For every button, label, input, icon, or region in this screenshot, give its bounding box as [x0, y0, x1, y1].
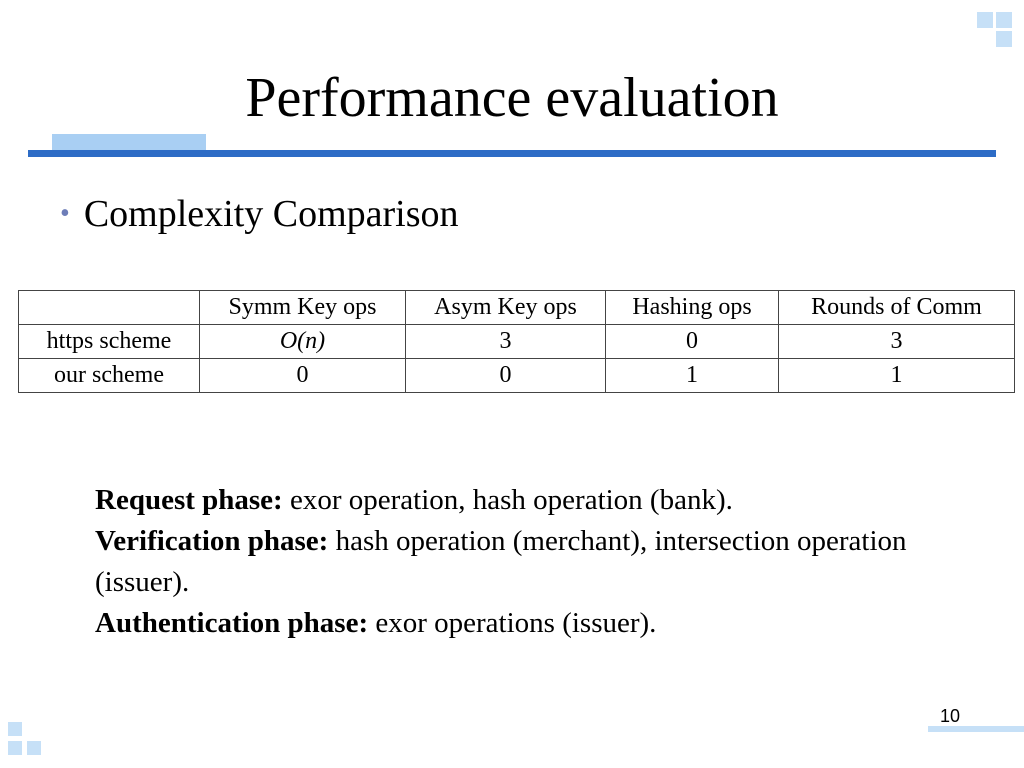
table-cell: 0 [606, 325, 779, 359]
title-accent-bar [52, 134, 206, 151]
title-underline [28, 150, 996, 157]
phase-label: Authentication phase: [95, 607, 369, 639]
slide-title: Performance evaluation [245, 67, 779, 129]
table-header-cell: Rounds of Comm [779, 291, 1015, 325]
decor-square [977, 12, 993, 28]
table-cell: 1 [606, 359, 779, 393]
table-row [19, 359, 1015, 393]
complexity-table [18, 290, 1015, 393]
bullet-dot-icon: • [60, 198, 70, 229]
table-cell: our scheme [19, 359, 200, 393]
decor-square [996, 31, 1012, 47]
phase-line [95, 521, 955, 603]
bullet-text: Complexity Comparison [83, 193, 459, 235]
table-cell: https scheme [19, 325, 200, 359]
phase-label: Verification phase: [95, 525, 329, 557]
phase-text: exor operation, hash operation (bank). [282, 484, 733, 516]
phase-line [95, 480, 955, 521]
bullet-item [60, 188, 459, 240]
phase-text: hash operation (merchant), intersection operation (issuer). [95, 525, 907, 598]
table-cell: 0 [200, 359, 406, 393]
table-cell: O(n) [200, 325, 406, 359]
table-cell: 3 [406, 325, 606, 359]
table-header-cell [19, 291, 200, 325]
table-header-cell: Hashing ops [606, 291, 779, 325]
phase-label: Request phase: [95, 484, 283, 516]
page-number: 10 [940, 706, 961, 726]
decor-square [27, 741, 41, 755]
phase-descriptions [95, 480, 955, 644]
decor-square [996, 12, 1012, 28]
table-header-cell: Asym Key ops [406, 291, 606, 325]
table-cell: 0 [406, 359, 606, 393]
table-cell: 1 [779, 359, 1015, 393]
table-row [19, 325, 1015, 359]
phase-text: exor operations (issuer). [368, 607, 657, 639]
phase-line [95, 603, 955, 644]
table-header-row [19, 291, 1015, 325]
page-number-bar [928, 726, 1024, 732]
table-cell: 3 [779, 325, 1015, 359]
decor-square [8, 722, 22, 736]
table-header-cell: Symm Key ops [200, 291, 406, 325]
decor-square [8, 741, 22, 755]
